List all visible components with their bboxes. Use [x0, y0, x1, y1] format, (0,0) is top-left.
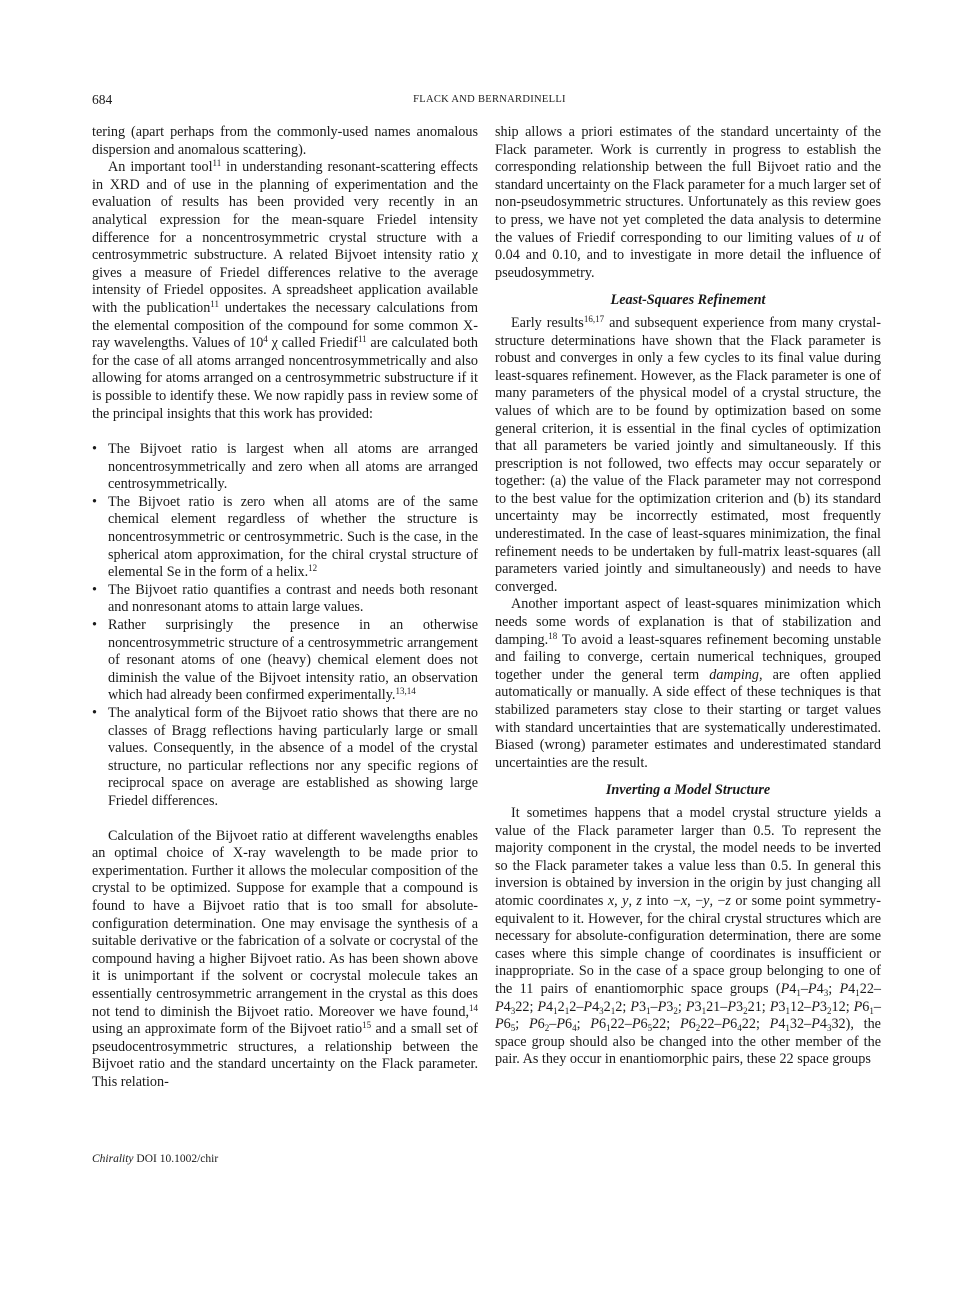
- paragraph: tering (apart perhaps from the commonly-used names anomalous dispersion and anomalous scattering).: [92, 124, 478, 158]
- section-heading: Least-Squares Refinement: [610, 292, 766, 309]
- footer: [92, 1153, 218, 1165]
- right-column: [495, 124, 881, 1069]
- paragraph: Another important aspect of least-squares minimization which needs some words of explanation is that of stabilization and damping.$^{18}$ To avoid a least-squares refinement becoming unstable and failing to converge, certain numerical techniques, grouped together under the general term damping, are often applied automatically or manually. A side effect of these techniques is that stabilized parameters stay close to their starting or target values with standard uncertainties that are systematically underestimated. Biased (wrong) parameter estimates and underestimated standard uncertainties are the result.: [495, 596, 881, 771]
- doi: DOI 10.1002/chir: [136, 1153, 219, 1165]
- journal-name: Chirality: [92, 1153, 134, 1165]
- left-column: [92, 124, 478, 1091]
- list-item: • Rather surprisingly the presence in an otherwise noncentrosymmetric structure of a centrosymmetric arrangement of resonant atoms of one (heavy) chemical element does not diminish the value of the Bijvoet intensity ratio, an observation which had already been confirmed experimentally.$^{13,14}$: [92, 617, 478, 705]
- paragraph: ship allows a priori estimates of the standard uncertainty of the Flack parameter. Work is currently in progress to establish the corresponding relationship between the full Bijvoet ratio and the standard uncertainty on the Flack parameter for a much larger set of non-pseudosymmetric structures. Unfortunately as this review goes to press, we have not yet completed the data analysis to determine the values of Friedif corresponding to our limiting values of u of 0.04 and 0.10, and to investigate in more detail the influence of pseudosymmetry.: [495, 124, 881, 281]
- paragraph: An important tool$^{11}$ in understanding resonant-scattering effects in XRD and of use in the planning of experimentation and the evaluation of results has been provided very recently in an analytical expression for the mean-square Friedel intensity difference for a noncentrosymmetric crystal structure with a centrosymmetric substructure. A related Bijvoet intensity ratio χ gives a measure of Friedel differences relative to the average intensity of Friedel opposites. A spreadsheet application available with the publication$^{11}$ undertakes the necessary calculations from the elemental composition of the compound for some common X-ray wavelengths. Values of $10^4$ χ called Friedif$^{11}$ are calculated both for the case of all atoms arranged noncentrosymmetrically and also allowing for atoms arranged on a centrosymmetric substructure if it is possible to identify these. We now rapidly pass in review some of the principal insights that this work has provided:: [92, 158, 479, 422]
- section-heading: Inverting a Model Structure: [605, 782, 771, 799]
- paragraph: Calculation of the Bijvoet ratio at different wavelengths enables an optimal choice of X-ray wavelength to be made prior to experimentation. Further it allows the molecular composition of the crystal to be optimized. Suppose for example that a compound is found to have a Bijvoet ratio that is too small for absolute-configuration determination. One may envisage the synthesis of a suitable derivative or the fabrication of a solvate or cocrystal of the compound having a higher Bijvoet ratio. As has been shown above it is unimportant if the solvent or cocrystal molecule takes an essentially centrosymmetric arrangement in the crystal as this does not tend to diminish the Bijvoet ratio. Moreover we have found,$^{14}$ using an approximate form of the Bijvoet ratio$^{15}$ and a small set of pseudocentrosymmetric structures, a relationship between the Bijvoet ratio and the standard uncertainty on the Flack parameter. This relation-: [92, 827, 479, 1090]
- list-item: • The Bijvoet ratio is zero when all atoms are of the same chemical element regardless of whether the structure is noncentrosymmetric or centrosymmetric. Such is the case, in the spherical atom approximation, for the chiral crystal structure of elemental Se in the form of a helix.$^{12}$: [92, 494, 478, 582]
- paragraph: It sometimes happens that a model crystal structure yields a value of the Flack parameter larger than 0.5. To represent the majority component in the crystal, the model needs to be inverted so the Flack parameter takes a value less than 0.5. In general this inversion is obtained by inversion in the origin by just changing all atomic coordinates x, y, z into −x, −y, −z or some point symmetry-equivalent to it. However, for the chiral crystal structures which are necessary for absolute-configuration determination, there are some cases where this simple change of coordinates is insufficient or inappropriate. So in the case of a space group belonging to one of the 11 pairs of enantiomorphic space groups ($P4_1-P4_3$; $P4_122-P4_322$; $P4_12_12-P4_32_12$; $P3_1-P3_2$; $P3_121-P3_221$; $P3_112-P3_212$; $P6_1-P6_5$; $P6_2-P6_4$; $P6_122-P6_522$; $P6_222-P6_422$; $P4_132-P4_332$), the space group should also be changed into the other member of the pair. As they occur in enantiomorphic pairs, these 22 space groups: [495, 804, 882, 1068]
- bullet-list: [92, 441, 478, 810]
- list-item: • The Bijvoet ratio is largest when all atoms are arranged noncentrosymmetrically and zero when all atoms are arranged centrosymmetrically.: [92, 441, 478, 494]
- list-item: • The Bijvoet ratio quantifies a contrast and needs both resonant and nonresonant atoms to attain large values.: [92, 582, 478, 617]
- list-item: • The analytical form of the Bijvoet ratio shows that there are no classes of Bragg reflections having particularly large or small values. Consequently, in the absence of a model of the crystal structure, no particular reflections nor any specific regions of reciprocal space on average are established as showing large Friedel differences.: [92, 705, 478, 811]
- paragraph: Early results$^{16,17}$ and subsequent experience from many crystal-structure determinations have shown that the Flack parameter is robust and converges in only a few cycles to its final value during least-squares refinement. However, as the Flack parameter is one of many parameters of the physical model of a crystal structure, the values of which are to be found by optimization based on some general criterion, it is essential in the final cycles of optimization that all parameters be varied jointly and simultaneously. If this prescription is not followed, two effects may occur separately or together: (a) the value of the Flack parameter may not correspond to the best value for the optimization criterion and (b) its standard uncertainty may be incorrectly estimated, most frequently underestimated. In the case of least-squares minimization, the final refinement needs to be undertaken by full-matrix least-squares (all parameters varied jointly and simultaneously) and needs to have converged.: [495, 313, 882, 595]
- running-head: FLACK AND BERNARDINELLI: [413, 94, 566, 105]
- page-number: 684: [92, 92, 113, 107]
